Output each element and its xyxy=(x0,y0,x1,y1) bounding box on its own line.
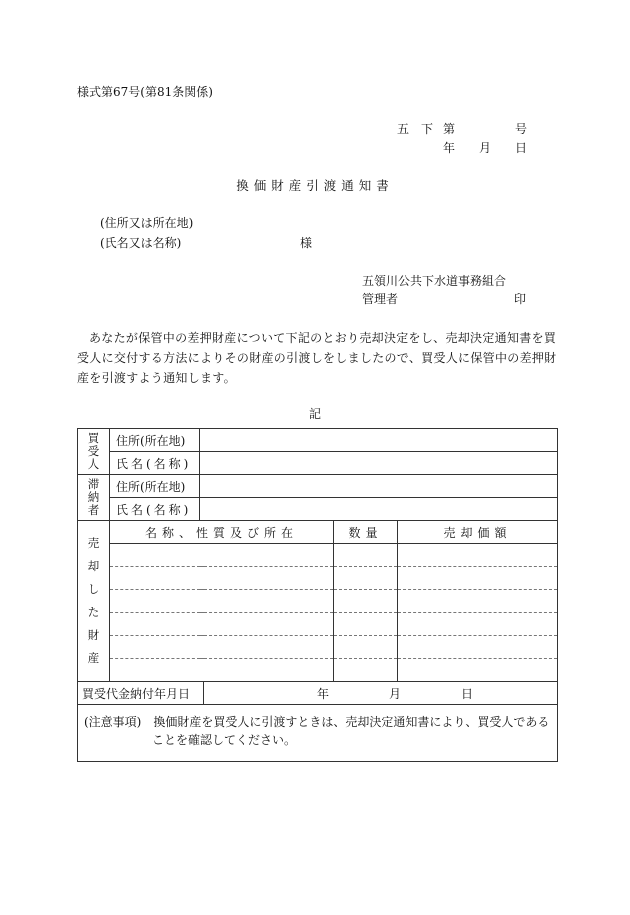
buyer-name-field[interactable] xyxy=(200,452,558,475)
property-label: 売 却 し た 財 産 xyxy=(78,521,110,682)
property-qty-cell[interactable] xyxy=(334,567,398,590)
payment-date-label: 買受代金納付年月日 xyxy=(78,682,204,705)
property-row xyxy=(78,590,558,613)
delinquent-address-label: 住所(所在地) xyxy=(110,475,200,498)
property-row xyxy=(78,659,558,682)
date-month: 月 xyxy=(479,141,492,155)
payment-date-field[interactable] xyxy=(204,682,558,705)
num-dai: 第 xyxy=(443,122,456,136)
num-go: 号 xyxy=(515,122,528,136)
recipient-name-label: (氏名又は名称) xyxy=(100,236,182,250)
delinquent-name-field[interactable] xyxy=(200,498,558,521)
col-name-header: 名称、性質及び所在 xyxy=(110,521,334,544)
notes-cell xyxy=(78,705,558,762)
property-name-cell[interactable] xyxy=(110,613,334,636)
notice-body: あなたが保管中の差押財産について下記のとおり売却決定をし、売却決定通知書を買受人に交付する方法によりその財産の引渡しをしましたので、買受人に保管中の差押財産を引渡すよう通知します。 xyxy=(77,331,557,385)
property-price-cell[interactable] xyxy=(398,567,558,590)
recipient-address-label: (住所又は所在地) xyxy=(100,216,194,230)
property-qty-cell[interactable] xyxy=(334,590,398,613)
property-name-cell[interactable] xyxy=(110,636,334,659)
col-price-header: 売却価額 xyxy=(398,521,558,544)
notes-text: (注意事項) 換価財産を買受人に引渡すときは、売却決定通知書により、買受人であることを確認してください。 xyxy=(84,715,550,747)
property-price-cell[interactable] xyxy=(398,590,558,613)
property-name-cell[interactable] xyxy=(110,567,334,590)
property-row xyxy=(78,613,558,636)
property-row xyxy=(78,636,558,659)
property-price-cell[interactable] xyxy=(398,613,558,636)
property-row xyxy=(78,567,558,590)
issuer-role: 管理者 xyxy=(362,292,399,306)
num-prefix-1: 五 xyxy=(397,122,410,136)
property-price-cell[interactable] xyxy=(398,636,558,659)
recipient-honorific: 様 xyxy=(300,236,313,250)
property-price-cell[interactable] xyxy=(398,544,558,567)
seal-mark: 印 xyxy=(514,292,527,306)
delinquent-address-field[interactable] xyxy=(200,475,558,498)
date-day: 日 xyxy=(515,141,528,155)
payment-day: 日 xyxy=(461,686,474,701)
property-row xyxy=(78,544,558,567)
delinquent-name-label: 氏名(名称) xyxy=(110,498,200,521)
buyer-label: 買 受 人 xyxy=(78,429,110,475)
num-prefix-2: 下 xyxy=(421,122,434,136)
issuer-organization: 五領川公共下水道事務組合 xyxy=(362,274,507,288)
buyer-name-label: 氏名(名称) xyxy=(110,452,200,475)
property-name-cell[interactable] xyxy=(110,659,334,682)
property-qty-cell[interactable] xyxy=(334,544,398,567)
document-title: 換価財産引渡通知書 xyxy=(236,178,394,193)
form-number: 様式第67号(第81条関係) xyxy=(77,85,213,99)
payment-month: 月 xyxy=(389,686,402,701)
property-qty-cell[interactable] xyxy=(334,659,398,682)
details-table xyxy=(77,428,558,762)
buyer-address-label: 住所(所在地) xyxy=(110,429,200,452)
property-qty-cell[interactable] xyxy=(334,613,398,636)
property-name-cell[interactable] xyxy=(110,590,334,613)
date-year: 年 xyxy=(443,141,456,155)
ki-heading: 記 xyxy=(308,407,321,421)
payment-year: 年 xyxy=(317,686,330,701)
property-name-cell[interactable] xyxy=(110,544,334,567)
col-qty-header: 数量 xyxy=(334,521,398,544)
property-price-cell[interactable] xyxy=(398,659,558,682)
buyer-address-field[interactable] xyxy=(200,429,558,452)
delinquent-label: 滞 納 者 xyxy=(78,475,110,521)
property-qty-cell[interactable] xyxy=(334,636,398,659)
